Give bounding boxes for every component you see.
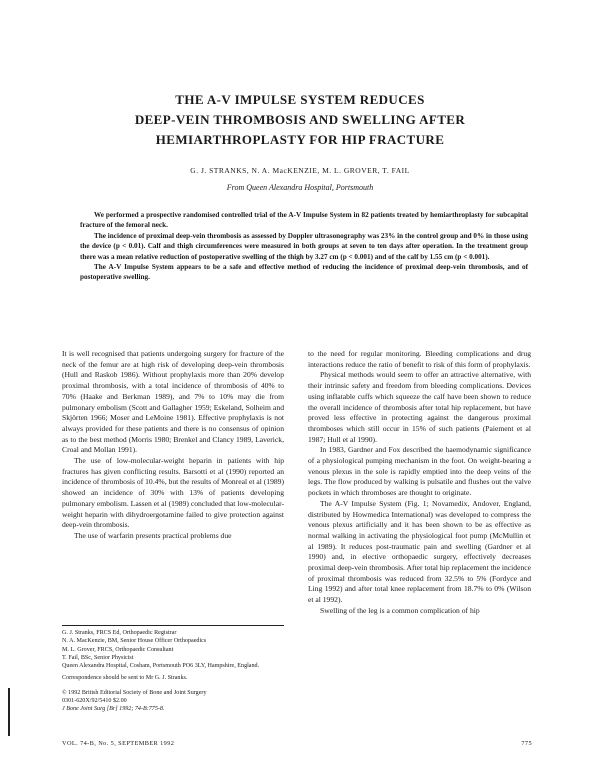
abstract-paragraph-1: We performed a prospective randomised controlled trial of the A-V Impulse System in 82 patients treated by hemiarthroplasty for subcapital fracture of the femoral neck. [80,211,528,230]
body-paragraph: Physical methods would seem to offer an attractive alternative, with their intrinsic safety and freedom from bleeding complications. Devices using inflatable cuffs which squeeze the calf have been shown to reduce the overall incidence of thrombosis after total hip replacement, but have proved less effective in protecting against the dangerous proximal thromboses which still occur in 15% of such patients (Paiement et al 1987; Hull et al 1990). [308,370,531,444]
footnote-author: M. L. Grover, FRCS, Orthopaedic Consultant [62,646,174,653]
page-number: 775 [521,740,532,747]
footnotes [62,629,284,714]
body-paragraph: It is well recognised that patients undergoing surgery for fracture of the neck of the femur are at high risk of developing deep-vein thrombosis (Hull and Raskob 1986). Without prophylaxis more than 20% develop proximal thrombosis, with a total incidence of thrombosis of 40% to 70% (Haake and Berkman 1989), and 7% to 10% may die from pulmonary embolism (Scott and Gallagher 1959; Eskeland, Solheim and Skjörten 1966; Moser and LeMoine 1981). Effective prophylaxis is not always provided for these patients and there is no consensus of opinion as to the best method (Morris 1980; Brenkel and Clancy 1989, Laverick, Croal and Mollan 1991). [62,349,284,455]
author-list: G. J. STRANKS, N. A. MacKENZIE, M. L. GROVER, T. FAIL [190,166,410,175]
article-title [0,90,600,150]
body-paragraph: The use of low-molecular-weight heparin in patients with hip fractures has given conflicting results. Barsotti et al (1990) reported an incidence of thrombosis of 10.4%, but the results of Monreal et al (1989) showed an incidence of 30% with 13% of patients developing pulmonary embolism. Lassen et al (1989) concluded that low-molecular-weight heparin with dihydroergotamine failed to give protection against deep-vein thrombosis. [62,456,284,530]
body-paragraph: In 1983, Gardner and Fox described the haemodynamic significance of a physiological pumping mechanism in the foot. On weight-bearing a venous plexus in the sole is rapidly emptied into the deep veins of the legs. The flow produced by walking is pulsatile and flushes out the valve pockets in which thromboses are thought to originate. [308,445,531,498]
scan-edge-mark [8,688,10,736]
title-line-2: DEEP-VEIN THROMBOSIS AND SWELLING AFTER [134,112,466,127]
body-column-left [62,349,284,542]
running-footer: VOL. 74-B, No. 5, SEPTEMBER 1992 [62,740,175,747]
body-column-right [308,349,531,617]
body-paragraph: to the need for regular monitoring. Bleeding complications and drug interactions reduce the ratio of benefit to risk of this form of prophylaxis. [308,349,531,369]
footnote-correspondence: Correspondence should be sent to Mr G. J. Stranks. [62,675,188,682]
abstract-paragraph-2: The incidence of proximal deep-vein thrombosis as assessed by Doppler ultrasonography was 23% in the control group and 0% in those using the device (p < 0.01). Calf and thigh circumferences were measured in both groups at seven to ten days after operation. In the treatment group there was a mean relative reduction of postoperative swelling of the thigh by 3.27 cm (p < 0.001) and of the calf by 1.55 cm (p < 0.001). [80,231,528,261]
title-line-1: THE A-V IMPULSE SYSTEM REDUCES [175,92,425,107]
body-paragraph: Swelling of the leg is a common complication of hip [320,605,480,615]
title-line-3: HEMIARTHROPLASTY FOR HIP FRACTURE [155,132,445,147]
footnote-citation: J Bone Joint Surg [Br] 1992; 74-B:775-8. [62,706,165,713]
footnote-divider [62,625,284,626]
abstract-paragraph-3: The A-V Impulse System appears to be a safe and effective method of reducing the incidence of proximal deep-vein thrombosis, and of postoperative swelling. [80,263,528,282]
footnote-issn: 0301-620X/92/5410 $2.00 [62,698,127,705]
footnote-address: Queen Alexandra Hospital, Cosham, Portsmouth PO6 3LY, Hampshire, England. [62,663,260,670]
footnote-author: G. J. Stranks, FRCS Ed, Orthopaedic Registrar [62,630,177,636]
affiliation: From Queen Alexandra Hospital, Portsmouth [226,183,374,192]
footnote-author: N. A. MacKenzie, BM, Senior House Officer Orthopaedics [62,638,207,645]
body-paragraph: The use of warfarin presents practical problems due [74,530,232,540]
footnote-author: T. Fail, BSc, Senior Physicist [62,654,134,661]
abstract [80,210,528,283]
footnote-copyright: © 1992 British Editorial Society of Bone and Joint Surgery [62,689,207,696]
body-paragraph: The A-V Impulse System (Fig. 1; Novamedix, Andover, England, distributed by Howmedica International) was developed to compress the venous plexus artificially and it has been shown to be as effective as normal walking in activating the physiological foot pump (McMullin et al 1989). It reduces post-traumatic pain and swelling (Gardner et al 1990) and, in elective orthopaedic surgery, effectively decreases proximal deep-vein thrombosis. After total hip replacement the incidence of proximal thrombosis was reduced from 32.5% to 5% (Fordyce and Ling 1992) and after total knee replacement from 18.7% to 0% (Wilson et al 1992). [308,498,531,605]
